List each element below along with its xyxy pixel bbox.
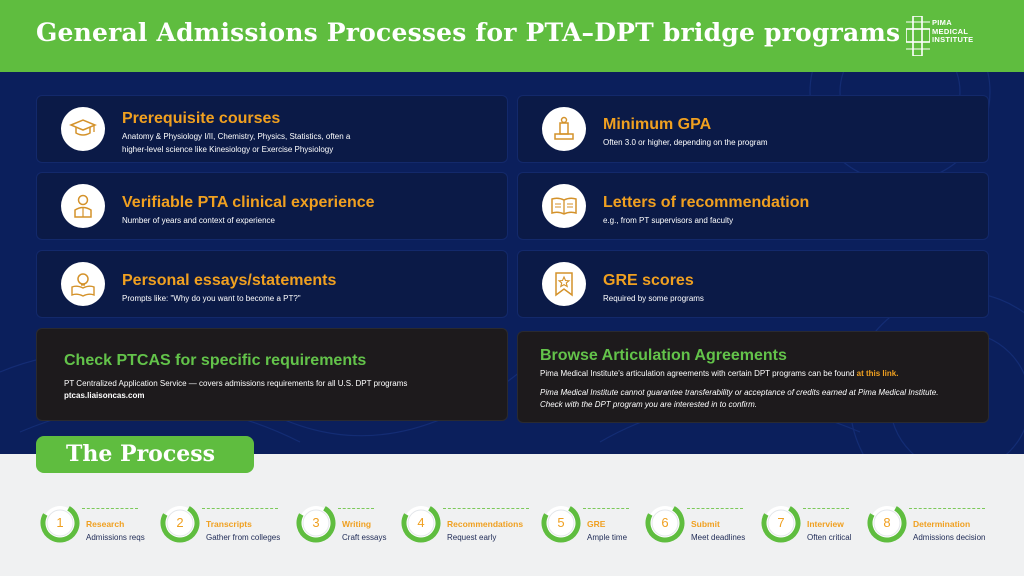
- card-description: Often 3.0 or higher, depending on the program: [603, 138, 768, 147]
- articulation-text: [540, 368, 980, 380]
- step-number: 2: [176, 515, 184, 530]
- articulation-card: [517, 331, 989, 423]
- step-number: 1: [56, 515, 64, 530]
- step-title: Recommendations: [447, 519, 524, 529]
- card-description: Number of years and context of experience: [122, 216, 275, 225]
- process-step: [541, 503, 631, 545]
- disclaimer-line-2: Check with the DPT program you are interested in to confirm.: [540, 400, 757, 409]
- card-title: Prerequisite courses: [122, 110, 281, 127]
- step-divider: [909, 508, 985, 509]
- page-title: General Admissions Processes for PTA–DPT bridge programs: [36, 18, 901, 47]
- process-step: [761, 503, 851, 545]
- trophy-icon: [542, 107, 586, 151]
- card-letters-of-recommendation: [517, 172, 989, 240]
- ribbon-star-icon: [542, 262, 586, 306]
- process-tab: [36, 436, 254, 473]
- card-minimum-gpa: [517, 95, 989, 163]
- step-divider: [202, 508, 278, 509]
- step-number: 5: [557, 515, 565, 530]
- logo-cross-icon: [906, 16, 930, 56]
- step-title: Transcripts: [206, 519, 252, 529]
- step-title: Research: [86, 519, 125, 529]
- process-title: The Process: [66, 441, 215, 467]
- articulation-disclaimer: [540, 387, 980, 411]
- ptcas-link[interactable]: ptcas.liaisoncas.com: [64, 391, 145, 400]
- disclaimer-line-1: Pima Medical Institute cannot guarantee transferability or acceptance of credits earned at Pima Medical Institute.: [540, 388, 939, 397]
- card-gre-scores: [517, 250, 989, 318]
- step-subtitle: Request early: [447, 533, 497, 542]
- ptcas-description: PT Centralized Application Service — covers admissions requirements for all U.S. DPT programs: [64, 379, 408, 388]
- step-title: GRE: [587, 519, 606, 529]
- step-subtitle: Ample time: [587, 533, 628, 542]
- step-number: 6: [661, 515, 669, 530]
- card-description: Anatomy & Physiology I/II, Chemistry, Physics, Statistics, often a higher-level science like Kinesiology or Exercise Physiology: [122, 132, 351, 154]
- card-description: Required by some programs: [603, 294, 704, 303]
- step-subtitle: Admissions decision: [913, 533, 986, 542]
- ptcas-title: Check PTCAS for specific requirements: [64, 352, 367, 369]
- logo-text-line-2: MEDICAL: [932, 26, 969, 36]
- step-divider: [443, 508, 529, 509]
- articulation-link[interactable]: at this link.: [856, 369, 899, 378]
- logo-text-line-1: PIMA: [932, 18, 952, 27]
- header-bar: [0, 0, 1024, 72]
- card-title: Verifiable PTA clinical experience: [122, 194, 375, 211]
- graduation-cap-icon: [61, 107, 105, 151]
- step-divider: [803, 508, 849, 509]
- process-step: [296, 503, 387, 545]
- step-subtitle: Craft essays: [342, 533, 387, 542]
- process-step: [40, 503, 145, 545]
- open-book-icon: [542, 184, 586, 228]
- card-description: e.g., from PT supervisors and faculty: [603, 216, 734, 225]
- step-divider: [583, 508, 629, 509]
- pima-logo[interactable]: [906, 16, 996, 56]
- step-subtitle: Admissions reqs: [86, 533, 145, 542]
- step-number: 4: [417, 515, 425, 530]
- step-title: Submit: [691, 519, 720, 529]
- step-divider: [338, 508, 374, 509]
- articulation-title: Browse Articulation Agreements: [540, 347, 787, 364]
- ptcas-card: [36, 328, 508, 421]
- step-divider: [687, 508, 743, 509]
- card-clinical-experience: [36, 172, 508, 240]
- lightbulb-book-icon: [61, 262, 105, 306]
- step-subtitle: Meet deadlines: [691, 533, 746, 542]
- step-subtitle: Often critical: [807, 533, 852, 542]
- step-number: 7: [777, 515, 785, 530]
- card-title: Minimum GPA: [603, 116, 712, 133]
- step-number: 8: [883, 515, 891, 530]
- process-step: [401, 503, 531, 545]
- process-step: [645, 503, 745, 545]
- card-description: Prompts like: "Why do you want to become a PT?": [122, 294, 301, 303]
- step-title: Determination: [913, 519, 971, 529]
- step-number: 3: [312, 515, 320, 530]
- person-book-icon: [61, 184, 105, 228]
- step-subtitle: Gather from colleges: [206, 533, 281, 542]
- process-step: [160, 503, 280, 545]
- step-title: Writing: [342, 519, 372, 529]
- card-title: Personal essays/statements: [122, 272, 337, 289]
- card-title: GRE scores: [603, 272, 694, 289]
- logo-text-line-3: INSTITUTE: [932, 35, 974, 44]
- card-prerequisite-courses: [36, 95, 508, 163]
- card-title: Letters of recommendation: [603, 194, 810, 211]
- step-divider: [82, 508, 138, 509]
- articulation-text-body: Pima Medical Institute's articulation agreements with certain DPT programs can be found: [540, 369, 857, 378]
- card-personal-essays: [36, 250, 508, 318]
- process-step: [867, 503, 987, 545]
- step-title: Interview: [807, 519, 844, 529]
